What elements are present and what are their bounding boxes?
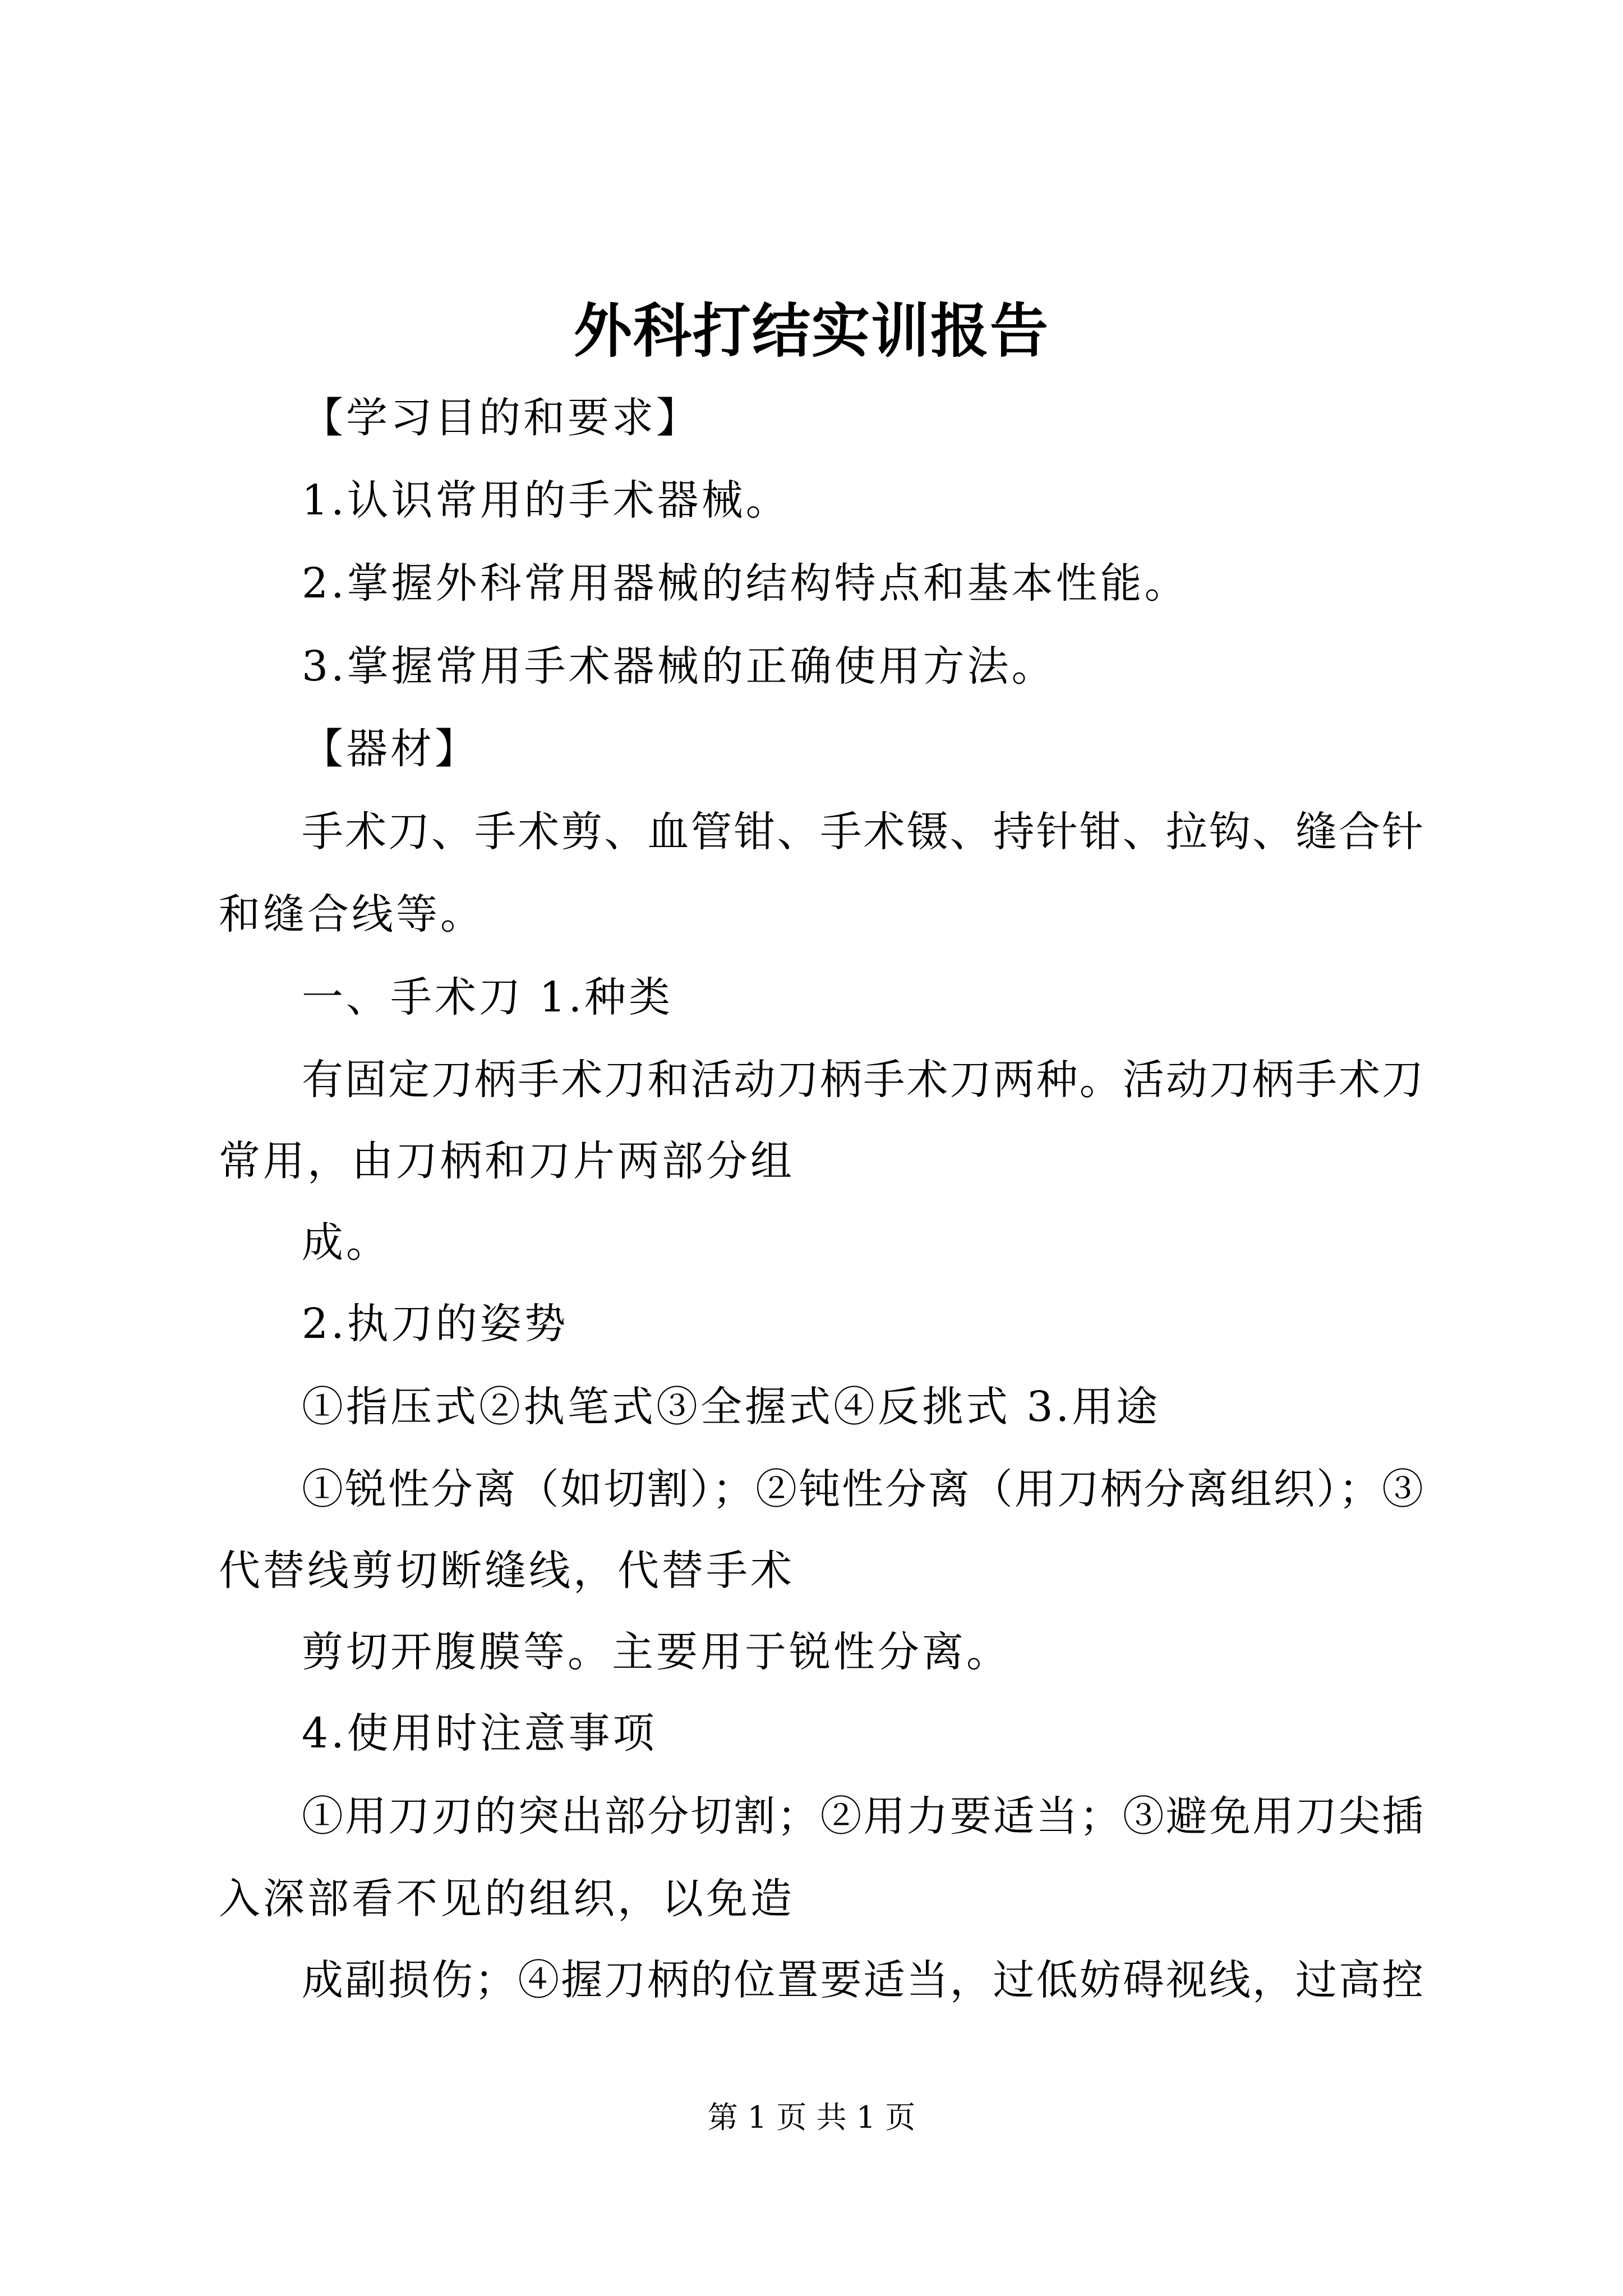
section-heading: 【学习目的和要求】 [302,394,700,442]
paragraph-line: 一、手术刀 1.种类 [302,973,674,1022]
section-heading: 【器材】 [302,725,479,773]
paragraph-line: 成副损伤；④握刀柄的位置要适当，过低妨碍视线，过高控 [302,1956,1423,2004]
paragraph-line: ①指压式②执笔式③全握式④反挑式 3.用途 [302,1383,1161,1431]
paragraph-line: 2.执刀的姿势 [302,1300,569,1348]
paragraph-line: 成。 [302,1218,390,1267]
paragraph-line: 3.掌握常用手术器械的正确使用方法。 [302,642,1056,691]
paragraph-line: ①用刀刃的突出部分切割；②用力要适当；③避免用刀尖插 [302,1792,1423,1841]
paragraph-line: 常用，由刀柄和刀片两部分组 [219,1137,795,1185]
paragraph-line: 手术刀、手术剪、血管钳、手术镊、持针钳、拉钩、缝合针 [302,808,1423,856]
paragraph-line: ①锐性分离（如切割）；②钝性分离（用刀柄分离组织）；③ [302,1465,1423,1513]
paragraph-line: 代替线剪切断缝线，代替手术 [219,1547,795,1595]
paragraph-line: 有固定刀柄手术刀和活动刀柄手术刀两种。活动刀柄手术刀 [302,1056,1423,1104]
paragraph-line: 4.使用时注意事项 [302,1709,657,1757]
paragraph-line: 1.认识常用的手术器械。 [302,476,790,524]
paragraph-line: 入深部看不见的组织，以免造 [219,1875,795,1923]
paragraph-line: 2.掌握外科常用器械的结构特点和基本性能。 [302,559,1189,608]
paragraph-line: 和缝合线等。 [219,890,485,938]
page-footer: 第 1 页 共 1 页 [707,2100,916,2135]
document-title: 外科打结实训报告 [573,296,1049,365]
paragraph-line: 剪切开腹膜等。主要用于锐性分离。 [302,1628,1011,1676]
